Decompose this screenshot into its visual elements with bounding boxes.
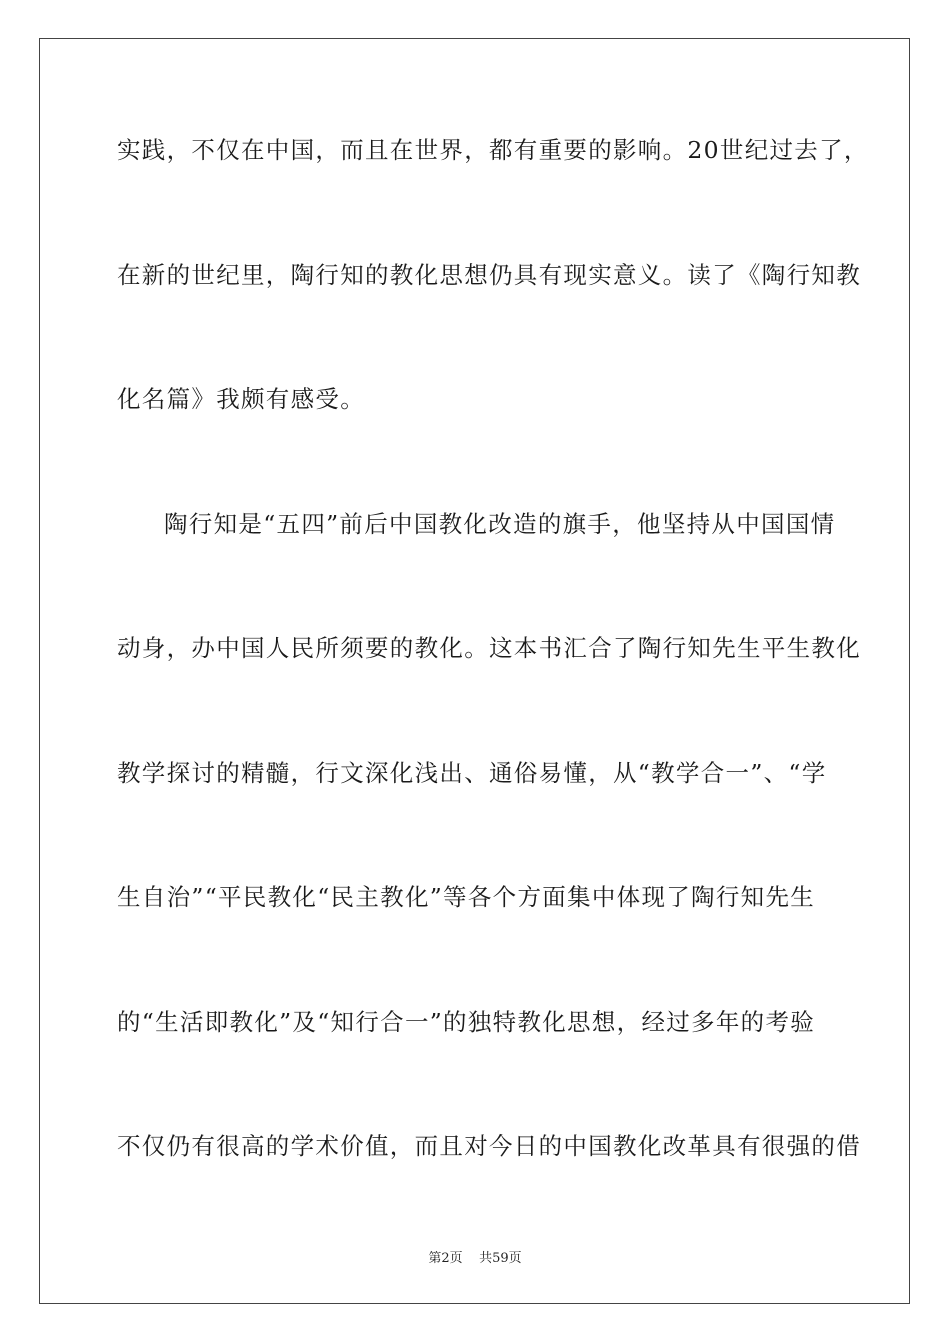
text-line: 化名篇》我颇有感受。 [117,385,365,413]
text-line: 动身，办中国人民所须要的教化。这本书汇合了陶行知先生平生教化 [117,634,861,662]
page-total: 共59页 [479,1251,522,1266]
text-line: 生自治”“平民教化“民主教化”等各个方面集中体现了陶行知先生 [117,883,816,911]
text-line: 在新的世纪里，陶行知的教化思想仍具有现实意义。读了《陶行知教 [117,260,861,289]
page-number: 第2页 [428,1251,463,1266]
text-line: 实践，不仅在中国，而且在世界，都有重要的影响。20世纪过去了， [117,136,869,164]
document-body [117,120,869,1241]
page-footer [0,1247,950,1266]
text-line: 不仅仍有很高的学术价值，而且对今日的中国教化改革具有很强的借 [117,1132,861,1160]
paragraph-first-line: 陶行知是“五四”前后中国教化改造的旗手，他坚持从中国国情 [164,509,836,538]
text-line: 的“生活即教化”及“知行合一”的独特教化思想，经过多年的考验 [117,1007,816,1036]
text-line: 教学探讨的精髓，行文深化浅出、通俗易懂，从“教学合一”、“学 [117,758,827,787]
